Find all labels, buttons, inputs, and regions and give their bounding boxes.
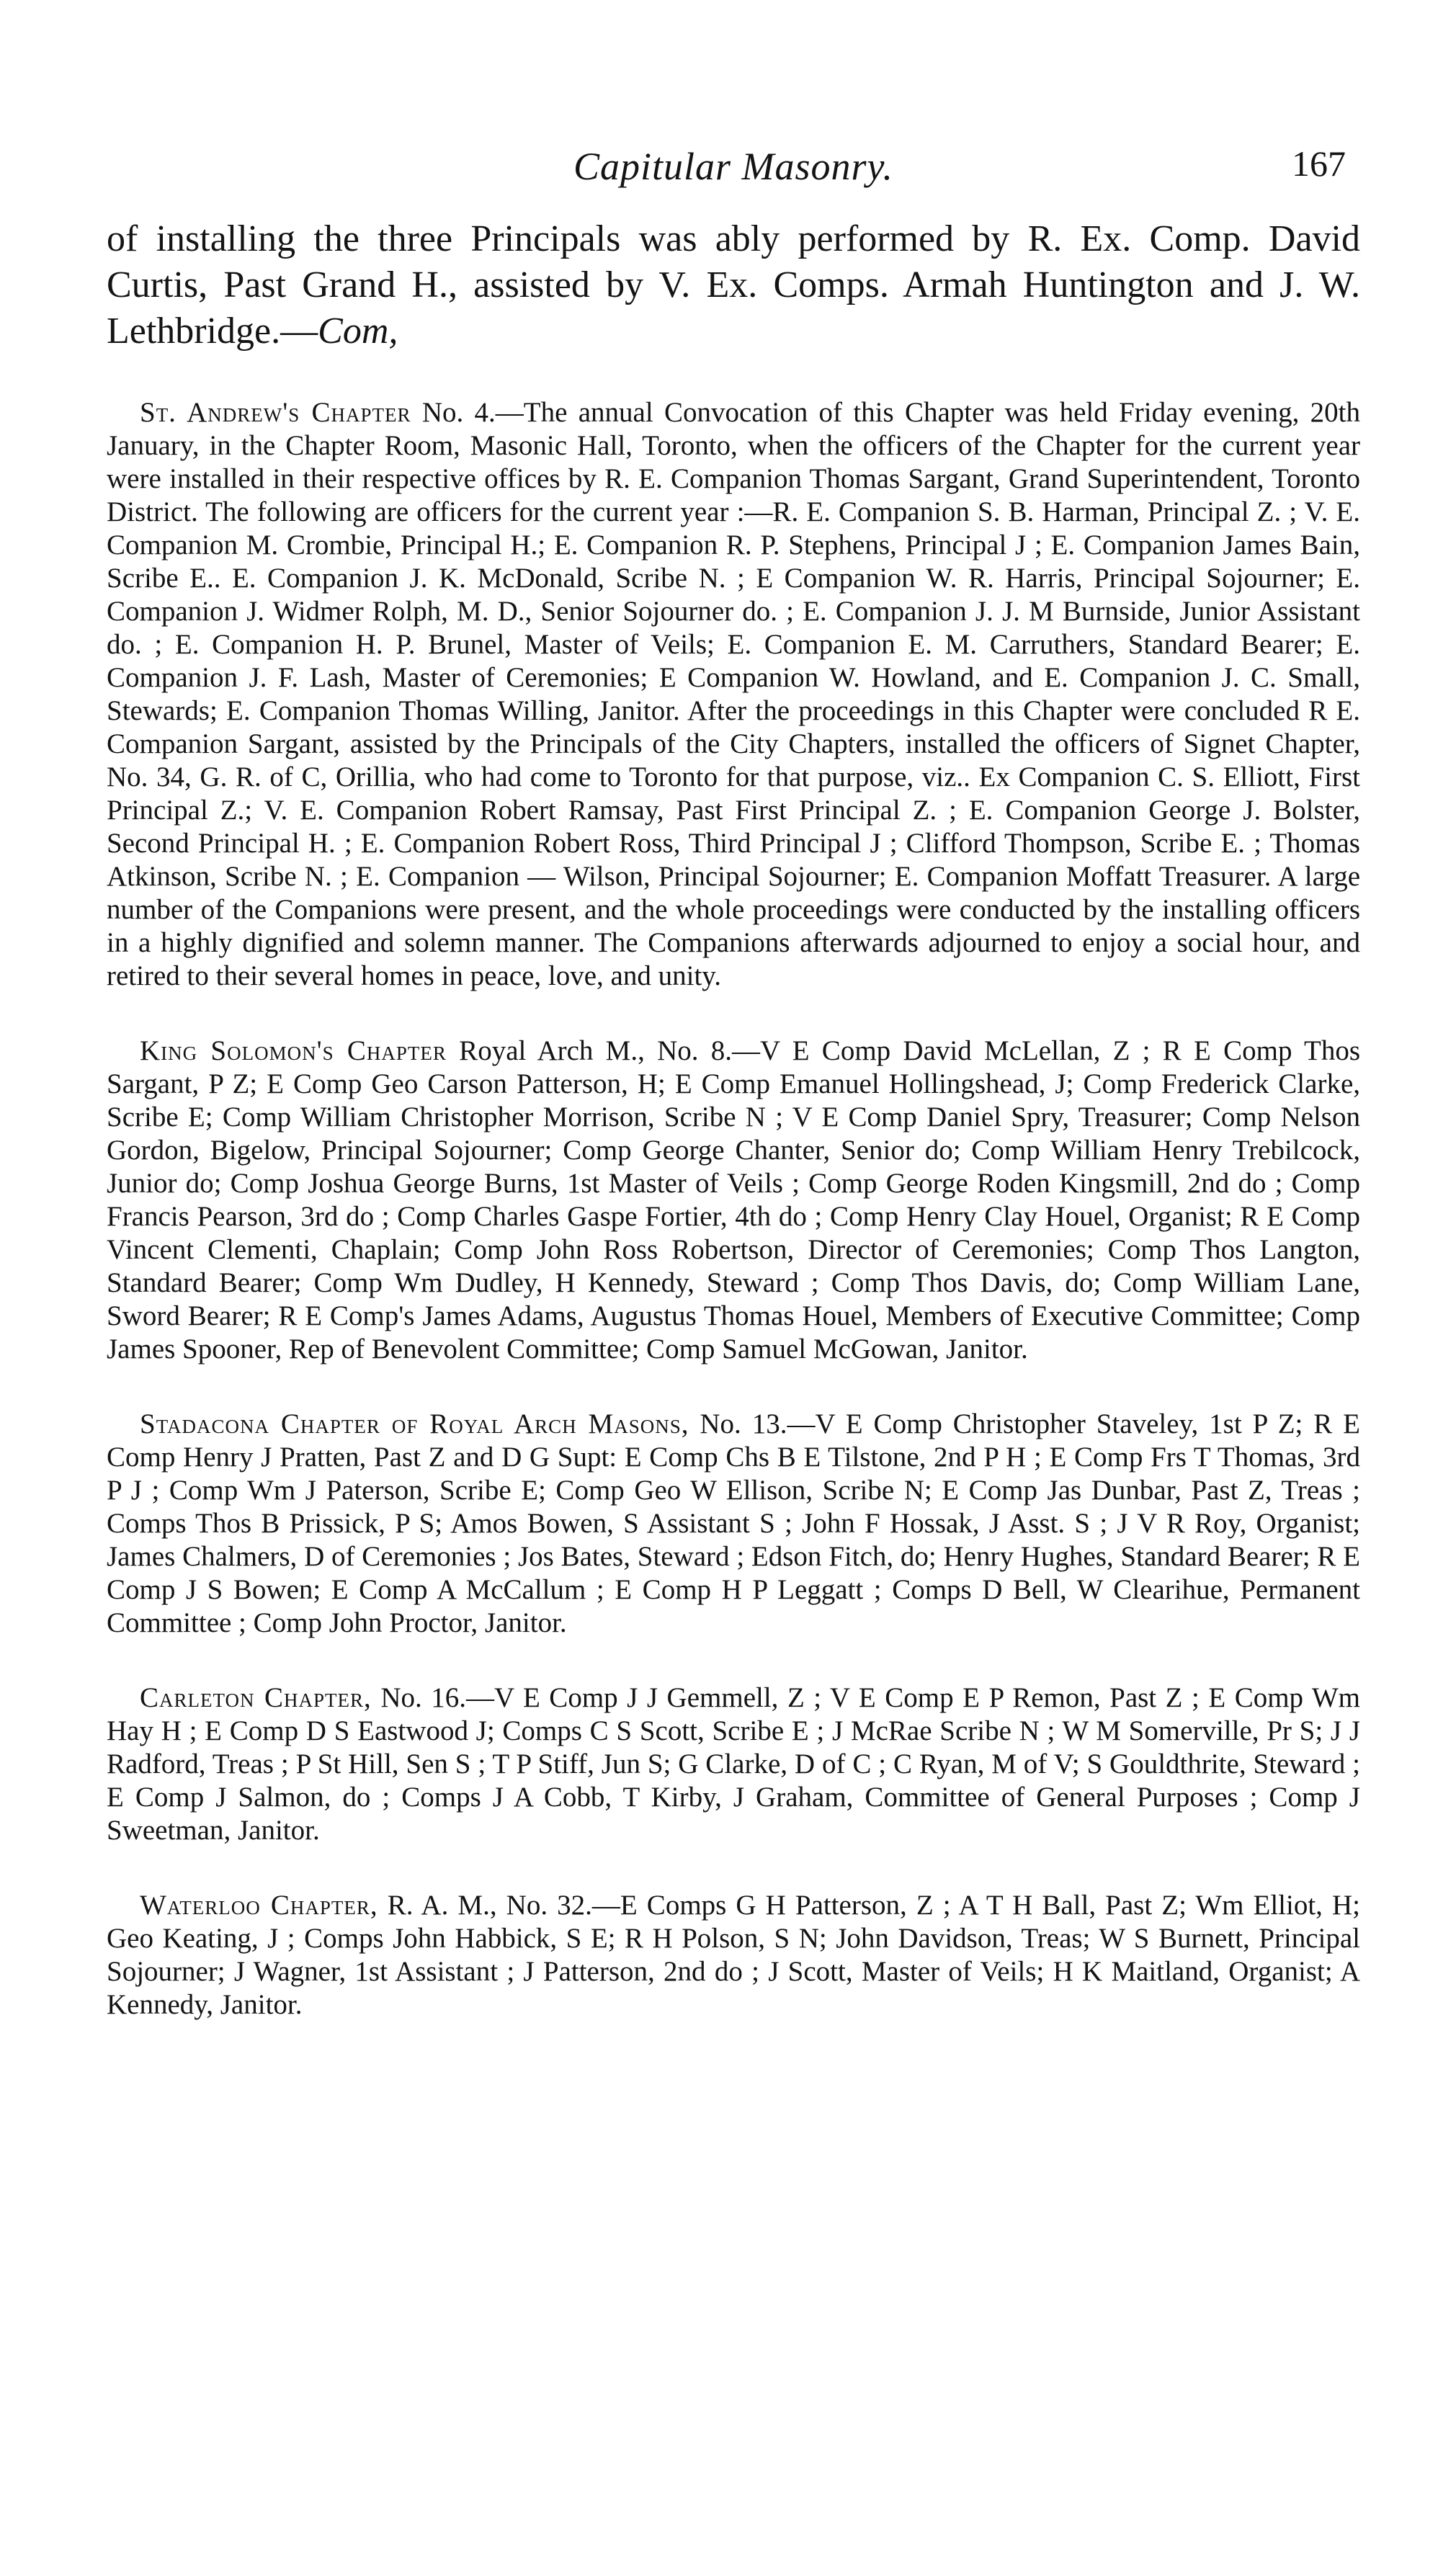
chapter-report-st-andrews xyxy=(107,396,1360,993)
chapter-heading: Stadacona Chapter of Royal Arch Masons, xyxy=(140,1408,689,1439)
signature: Com, xyxy=(318,311,398,352)
chapter-report-king-solomons xyxy=(107,1035,1360,1366)
chapter-report-text: No. 13.—V E Comp Christopher Staveley, 1st P Z; R E Comp Henry J Pratten, Past Z and D G Supt: E Comp Chs B E Tilstone, 2nd P H ; E Comp Frs T Thomas, 3rd P J ; Comp Wm J Paterson, Scribe E; Comp Geo W Ellison, Scribe N; E Comp Jas Dunbar, Past Z, Treas ; Comps Thos B Prissick, P S; Amos Bowen, S Assistant S ; John F Hossak, J Asst. S ; J V R Roy, Organist; James Chalmers, D of Ceremonies ; Jos Bates, Steward ; Edson Fitch, do; Henry Hughes, Standard Bearer; R E Comp J S Bowen; E Comp A McCallum ; E Comp H P Leggatt ; Comps D Bell, W Clearihue, Permanent Committee ; Comp John Proctor, Janitor. xyxy=(107,1408,1360,1638)
document-page xyxy=(107,137,1360,2022)
chapter-report-text: Royal Arch M., No. 8.—V E Comp David McLellan, Z ; R E Comp Thos Sargant, P Z; E Comp Geo Carson Patterson, H; E Comp Emanuel Hollingshead, J; Comp Frederick Clarke, Scribe E; Comp William Christopher Morrison, Scribe N ; V E Comp Daniel Spry, Treasurer; Comp Nelson Gordon, Bigelow, Principal Sojourner; Comp George Chanter, Senior do; Comp William Henry Trebilcock, Junior do; Comp Joshua George Burns, 1st Master of Veils ; Comp George Roden Kingsmill, 2nd do ; Comp Francis Pearson, 3rd do ; Comp Charles Gaspe Fortier, 4th do ; Comp Henry Clay Houel, Organist; R E Comp Vincent Clementi, Chaplain; Comp John Ross Robertson, Director of Ceremonies; Comp Thos Langton, Standard Bearer; Comp Wm Dudley, H Kennedy, Steward ; Comp Thos Davis, do; Comp William Lane, Sword Bearer; R E Comp's James Adams, Augustus Thomas Houel, Members of Executive Committee; Comp James Spooner, Rep of Benevolent Committee; Comp Samuel McGowan, Janitor. xyxy=(107,1035,1360,1365)
chapter-heading: King Solomon's Chapter xyxy=(140,1035,447,1066)
chapter-heading: St. Andrew's Chapter xyxy=(140,397,411,428)
continued-paragraph xyxy=(107,216,1360,354)
chapter-heading: Waterloo Chapter, xyxy=(140,1890,378,1921)
chapter-report-text: R. A. M., No. 32.—E Comps G H Patterson, Z ; A T H Ball, Past Z; Wm Elliot, H; Geo Keating, J ; Comps John Habbick, S E; R H Polson, S N; John Davidson, Treas; W S Burnett, Principal Sojourner; J Wagner, 1st Assistant ; J Patterson, 2nd do ; J Scott, Master of Veils; H K Maitland, Organist; A Kennedy, Janitor. xyxy=(107,1890,1360,2020)
chapter-heading: Carleton Chapter, xyxy=(140,1682,372,1713)
page-number: 167 xyxy=(1292,143,1346,184)
chapter-report-waterloo xyxy=(107,1889,1360,2022)
running-header xyxy=(107,137,1360,202)
running-title: Capitular Masonry. xyxy=(573,145,894,188)
continued-paragraph-text: of installing the three Principals was ably performed by R. Ex. Comp. David Curtis, Past Grand H., assisted by V. Ex. Comps. Armah Huntington and J. W. Lethbridge.— xyxy=(107,218,1360,352)
chapter-report-text: No. 4.—The annual Convocation of this Chapter was held Friday evening, 20th January, in the Chapter Room, Masonic Hall, Toronto, when the officers of the Chapter for the current year were installed in their respective offices by R. E. Companion Thomas Sargant, Grand Superintendent, Toronto District. The following are officers for the current year :—R. E. Companion S. B. Harman, Principal Z. ; V. E. Companion M. Crombie, Principal H.; E. Companion R. P. Stephens, Principal J ; E. Companion James Bain, Scribe E.. E. Companion J. K. McDonald, Scribe N. ; E Companion W. R. Harris, Principal Sojourner; E. Companion J. Widmer Rolph, M. D., Senior Sojourner do. ; E. Companion J. J. M Burnside, Junior Assistant do. ; E. Companion H. P. Brunel, Master of Veils; E. Companion E. M. Carruthers, Standard Bearer; E. Companion J. F. Lash, Master of Ceremonies; E Companion W. Howland, and E. Companion J. C. Small, Stewards; E. Companion Thomas Willing, Janitor. After the proceedings in this Chapter were concluded R E. Companion Sargant, assisted by the Principals of the City Chapters, installed the officers of Signet Chapter, No. 34, G. R. of C, Orillia, who had come to Toronto for that purpose, viz.. Ex Companion C. S. Elliott, First Principal Z.; V. E. Companion Robert Ramsay, Past First Principal Z. ; E. Companion George J. Bolster, Second Principal H. ; E. Companion Robert Ross, Third Principal J ; Clifford Thompson, Scribe E. ; Thomas Atkinson, Scribe N. ; E. Companion — Wilson, Principal Sojourner; E. Companion Moffatt Treasurer. A large number of the Companions were present, and the whole proceedings were conducted by the installing officers in a highly dignified and solemn manner. The Companions afterwards adjourned to enjoy a social hour, and retired to their several homes in peace, love, and unity. xyxy=(107,397,1360,991)
chapter-report-stadacona xyxy=(107,1408,1360,1640)
chapter-report-text: No. 16.—V E Comp J J Gemmell, Z ; V E Comp E P Remon, Past Z ; E Comp Wm Hay H ; E Comp D S Eastwood J; Comps C S Scott, Scribe E ; J McRae Scribe N ; W M Somerville, Pr S; J J Radford, Treas ; P St Hill, Sen S ; T P Stiff, Jun S; G Clarke, D of C ; C Ryan, M of V; S Gouldthrite, Steward ; E Comp J Salmon, do ; Comps J A Cobb, T Kirby, J Graham, Committee of General Purposes ; Comp J Sweetman, Janitor. xyxy=(107,1682,1360,1846)
chapter-report-carleton xyxy=(107,1682,1360,1847)
